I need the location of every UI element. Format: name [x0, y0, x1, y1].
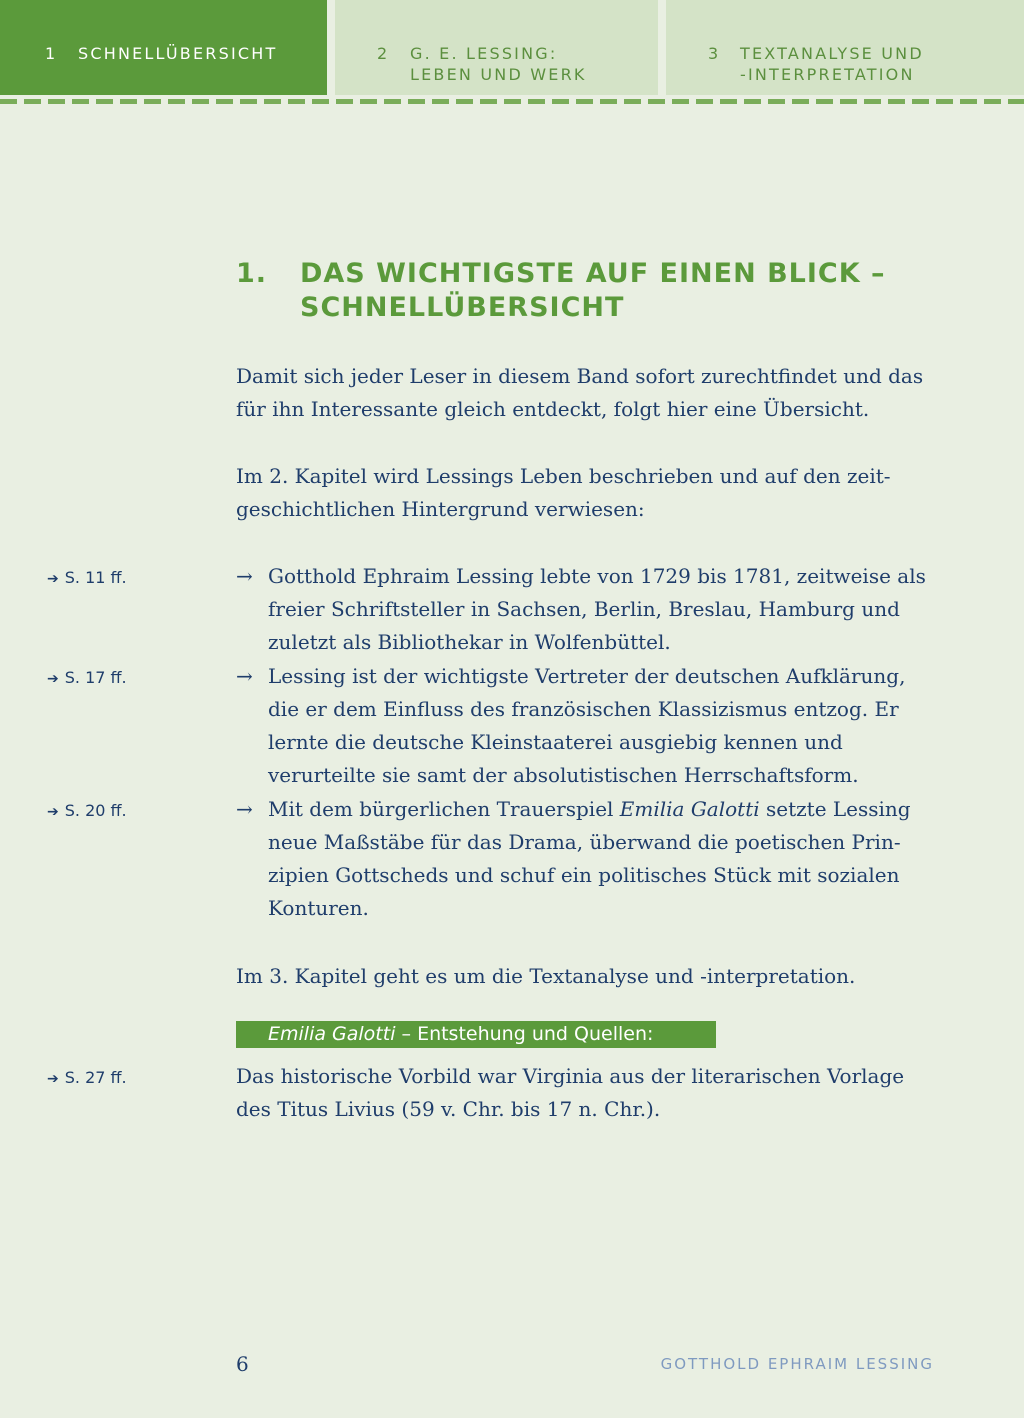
arrow-right-icon: ➔ — [47, 671, 59, 687]
arrow-right-icon: → — [236, 664, 253, 688]
work-title: Emilia Galotti — [619, 797, 760, 821]
page-reference[interactable] — [47, 801, 127, 822]
tab-label-line2: -INTERPRETATION — [740, 65, 915, 84]
arrow-right-icon: → — [236, 797, 253, 821]
page-reference-text: S. 27 ff. — [64, 1068, 127, 1087]
tab-leben-und-werk[interactable] — [335, 0, 658, 95]
title-line1: DAS WICHTIGSTE AUF EINEN BLICK – — [300, 258, 886, 289]
page-reference-text: S. 20 ff. — [64, 801, 127, 820]
chapter3-intro: Im 3. Kapitel geht es um die Textanalyse und -interpretation. — [236, 964, 856, 988]
title-text — [300, 257, 940, 325]
section-heading-rest: – Entstehung und Quellen: — [395, 1023, 654, 1045]
tab-number: 2 — [377, 44, 390, 63]
page-reference[interactable] — [47, 1068, 127, 1089]
chapter2-intro-line1: Im 2. Kapitel wird Lessings Leben beschrieben und auf den zeit- — [236, 464, 891, 488]
running-footer-title: GOTTHOLD EPHRAIM LESSING — [660, 1355, 934, 1373]
section-heading-title: Emilia Galotti — [268, 1023, 396, 1045]
tab-label — [740, 43, 924, 85]
tab-label-line1: G. E. LESSING: — [410, 44, 558, 63]
page-reference[interactable] — [47, 668, 127, 689]
source-paragraph: Das historische Vorbild war Virginia aus der literarischen Vorlage des Titus Livius (59 v. Chr. bis 17 n. Chr.). — [236, 1064, 905, 1121]
tab-number: 1 — [45, 44, 58, 63]
title-number: 1. — [236, 258, 268, 289]
page-reference[interactable] — [47, 568, 127, 589]
list-item-text-after: setzte Lessing neue Maßstäbe für das Drama, überwand die poetischen Prin-zipien Gottscheds und schuf ein politisches Stück mit sozialen Konturen. — [268, 797, 911, 920]
tab-number: 3 — [708, 44, 721, 63]
list-item-text — [268, 793, 933, 925]
list-item-text-before: Mit dem bürgerlichen Trauerspiel — [268, 797, 620, 821]
chapter2-intro-line2: geschichtlichen Hintergrund verwiesen: — [236, 497, 645, 521]
title-line2: SCHNELLÜBERSICHT — [300, 292, 625, 323]
page-number: 6 — [236, 1352, 249, 1376]
arrow-right-icon: ➔ — [47, 804, 59, 820]
tab-schnelluebersicht[interactable] — [0, 0, 327, 95]
dashed-divider — [0, 99, 1024, 104]
list-item-text: Gotthold Ephraim Lessing lebte von 1729 bis 1781, zeitweise als freier Schriftsteller in Sachsen, Berlin, Breslau, Hamburg und zuletzt als Bibliothekar in Wolfenbüttel. — [268, 564, 926, 654]
intro-paragraph: Damit sich jeder Leser in diesem Band sofort zurechtfindet und das für ihn Interessante gleich entdeckt, folgt hier eine Übersicht. — [236, 364, 924, 421]
tab-textanalyse[interactable] — [666, 0, 1024, 95]
section-heading — [236, 1021, 716, 1048]
list-item-text: Lessing ist der wichtigste Vertreter der deutschen Aufklärung, die er dem Einfluss des französischen Klassizismus entzog. Er lernte die deutsche Kleinstaaterei ausgiebig kennen und verurteilte sie samt der absolutistischen Herrschaftsform. — [268, 664, 906, 787]
tab-label — [410, 43, 587, 85]
page-reference-text: S. 17 ff. — [64, 668, 127, 687]
page-reference-text: S. 11 ff. — [64, 568, 127, 587]
chapter-tabs — [0, 0, 1024, 95]
tab-label-line1: TEXTANALYSE UND — [740, 44, 924, 63]
arrow-right-icon: ➔ — [47, 1071, 59, 1087]
tab-label: SCHNELLÜBERSICHT — [78, 44, 278, 63]
chapter2-intro — [236, 460, 936, 526]
arrow-right-icon: ➔ — [47, 571, 59, 587]
arrow-right-icon: → — [236, 564, 253, 588]
tab-label-line2: LEBEN UND WERK — [410, 65, 587, 84]
